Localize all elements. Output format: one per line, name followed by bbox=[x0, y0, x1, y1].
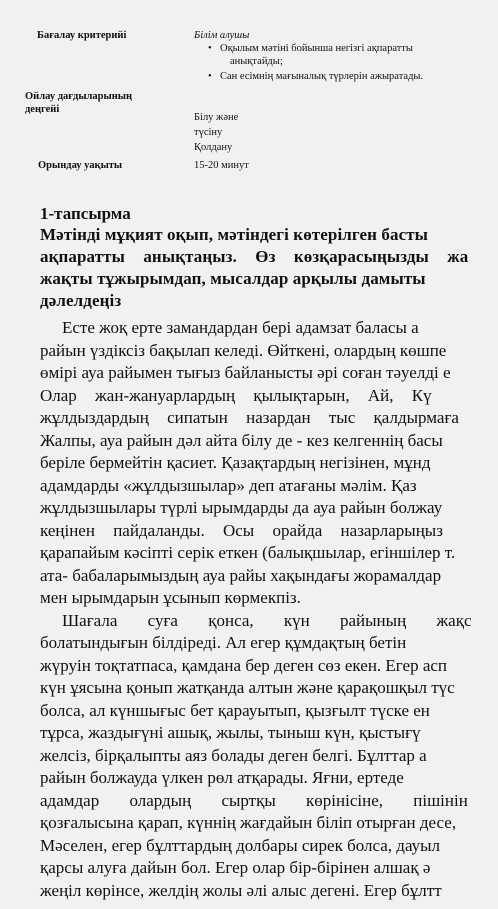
text-line: адамдар олардың сыртқы көрінісіне, пішінін bbox=[40, 790, 468, 810]
task-heading bbox=[40, 224, 498, 312]
text-line: болса, ал күншығыс бет қарауытып, қызғылт түске ен bbox=[40, 700, 430, 720]
text-line: кеңінен пайдаланды. Осы орайда назарларыңыз bbox=[40, 520, 443, 540]
task-heading-line: ақпаратты анықтаңыз. Өз көзқарасыңызды жа bbox=[40, 247, 469, 266]
skills-list bbox=[194, 110, 238, 155]
criteria-bullet-2: • Сан есімнің мағыналық түрлерін ажыратады. bbox=[208, 70, 493, 83]
text-line: жүруін тоқтатпаса, қамдана бер деген сөз екен. Егер асп bbox=[40, 655, 448, 675]
text-line: тұрса, жаздығүні ашық, жылы, тыныш күн, қыстығү bbox=[40, 723, 421, 742]
criteria-bullet-1 bbox=[208, 42, 493, 68]
text-line: қозғалысына қарап, күннің жағдайын біліп отырған десе, bbox=[40, 813, 457, 832]
text-line: райын үздіксіз бақылап келеді. Өйткені, олардың көшпе bbox=[40, 340, 447, 360]
text-line: жұлдыздардың сипатын назардан тыс қалдырмаға bbox=[40, 408, 459, 427]
text-line: қарсы алуға дайын бол. Егер олар бір-бірінен алшақ ә bbox=[40, 858, 431, 877]
text-line: Жалпы, ауа райын дәл айта білу де - кез келгеннің басы bbox=[40, 430, 443, 450]
text-line: жұлдызшылары түрлі ырымдарды да ауа райын болжау bbox=[40, 498, 443, 517]
assessment-criteria-label: Бағалау критерийі bbox=[37, 30, 127, 41]
text-line: болатындығын білдіреді. Ал егер құмдақтың бетін bbox=[40, 633, 407, 652]
task-heading-line: Мәтінді мұқият оқып, мәтіндегі көтерілген басты bbox=[40, 225, 429, 244]
text-line: адамдарды «жұлдызшылар» деп атағаны мәлім. Қаз bbox=[40, 475, 417, 495]
task-heading-line: дәлелдеңіз bbox=[40, 291, 122, 310]
text-line: қарапайым кәсіпті серік еткен (балықшылар, егіншілер т. bbox=[40, 543, 456, 562]
text-line: жеңіл көрінсе, желдің жолы әлі алыс дегені. Егер бұлтт bbox=[40, 880, 442, 900]
criteria-bullet-list bbox=[208, 42, 493, 85]
skill-application: Қолдану bbox=[194, 142, 233, 153]
student-label: Білім алушы bbox=[194, 30, 250, 41]
text-line: күн ұясына қонып жатқанда алтын және қарақошқыл түс bbox=[40, 678, 455, 697]
text-line: Шағала суға қонса, күн райының жақс bbox=[62, 610, 472, 630]
skill-understanding: түсіну bbox=[194, 127, 223, 138]
text-line: ата- бабаларымыздың ауа райы хақындағы жорамалдар bbox=[40, 565, 442, 585]
time-label: Орындау уақыты bbox=[38, 160, 123, 171]
skill-knowledge: Білу және bbox=[194, 112, 239, 123]
text-line: Олар жан-жануарлардың қылықтарын, Ай, Кү bbox=[40, 385, 432, 405]
text-line: мен ырымдарын ұсынып көрмекпіз. bbox=[40, 588, 301, 607]
reading-text bbox=[40, 317, 498, 902]
text-line: Мәселен, егер бұлттардың долбары сирек болса, дауыл bbox=[40, 835, 441, 855]
criteria-bullet-1-line1: Оқылым мәтіні бойынша негізгі ақпаратты bbox=[220, 43, 413, 54]
text-line: желсіз, бірқалыпты аяз болады деген белгі. Бұлттар а bbox=[40, 745, 427, 765]
thinking-level-label-line1: Ойлау дағдыларының bbox=[25, 91, 133, 102]
task-heading-line: жақты тұжырымдап, мысалдар арқылы дамыты bbox=[40, 269, 426, 288]
text-line: беріле бермейтін қасиет. Қазақтардың негізінен, мұнд bbox=[40, 453, 431, 472]
thinking-level-label-line2: деңгейі bbox=[25, 104, 60, 115]
task-number: 1-тапсырма bbox=[40, 204, 131, 223]
thinking-level-label bbox=[25, 90, 132, 116]
text-line: райын болжауда үлкен рөл атқарады. Яғни, ертеде bbox=[40, 768, 404, 787]
time-value: 15-20 минут bbox=[194, 160, 249, 171]
criteria-bullet-1-line2: анықтайды; bbox=[230, 56, 283, 67]
text-line: өмірі ауа райымен тығыз байланысты әрі соған тәуелді е bbox=[40, 363, 451, 382]
text-line: Есте жоқ ерте замандардан бері адамзат баласы а bbox=[62, 318, 419, 337]
